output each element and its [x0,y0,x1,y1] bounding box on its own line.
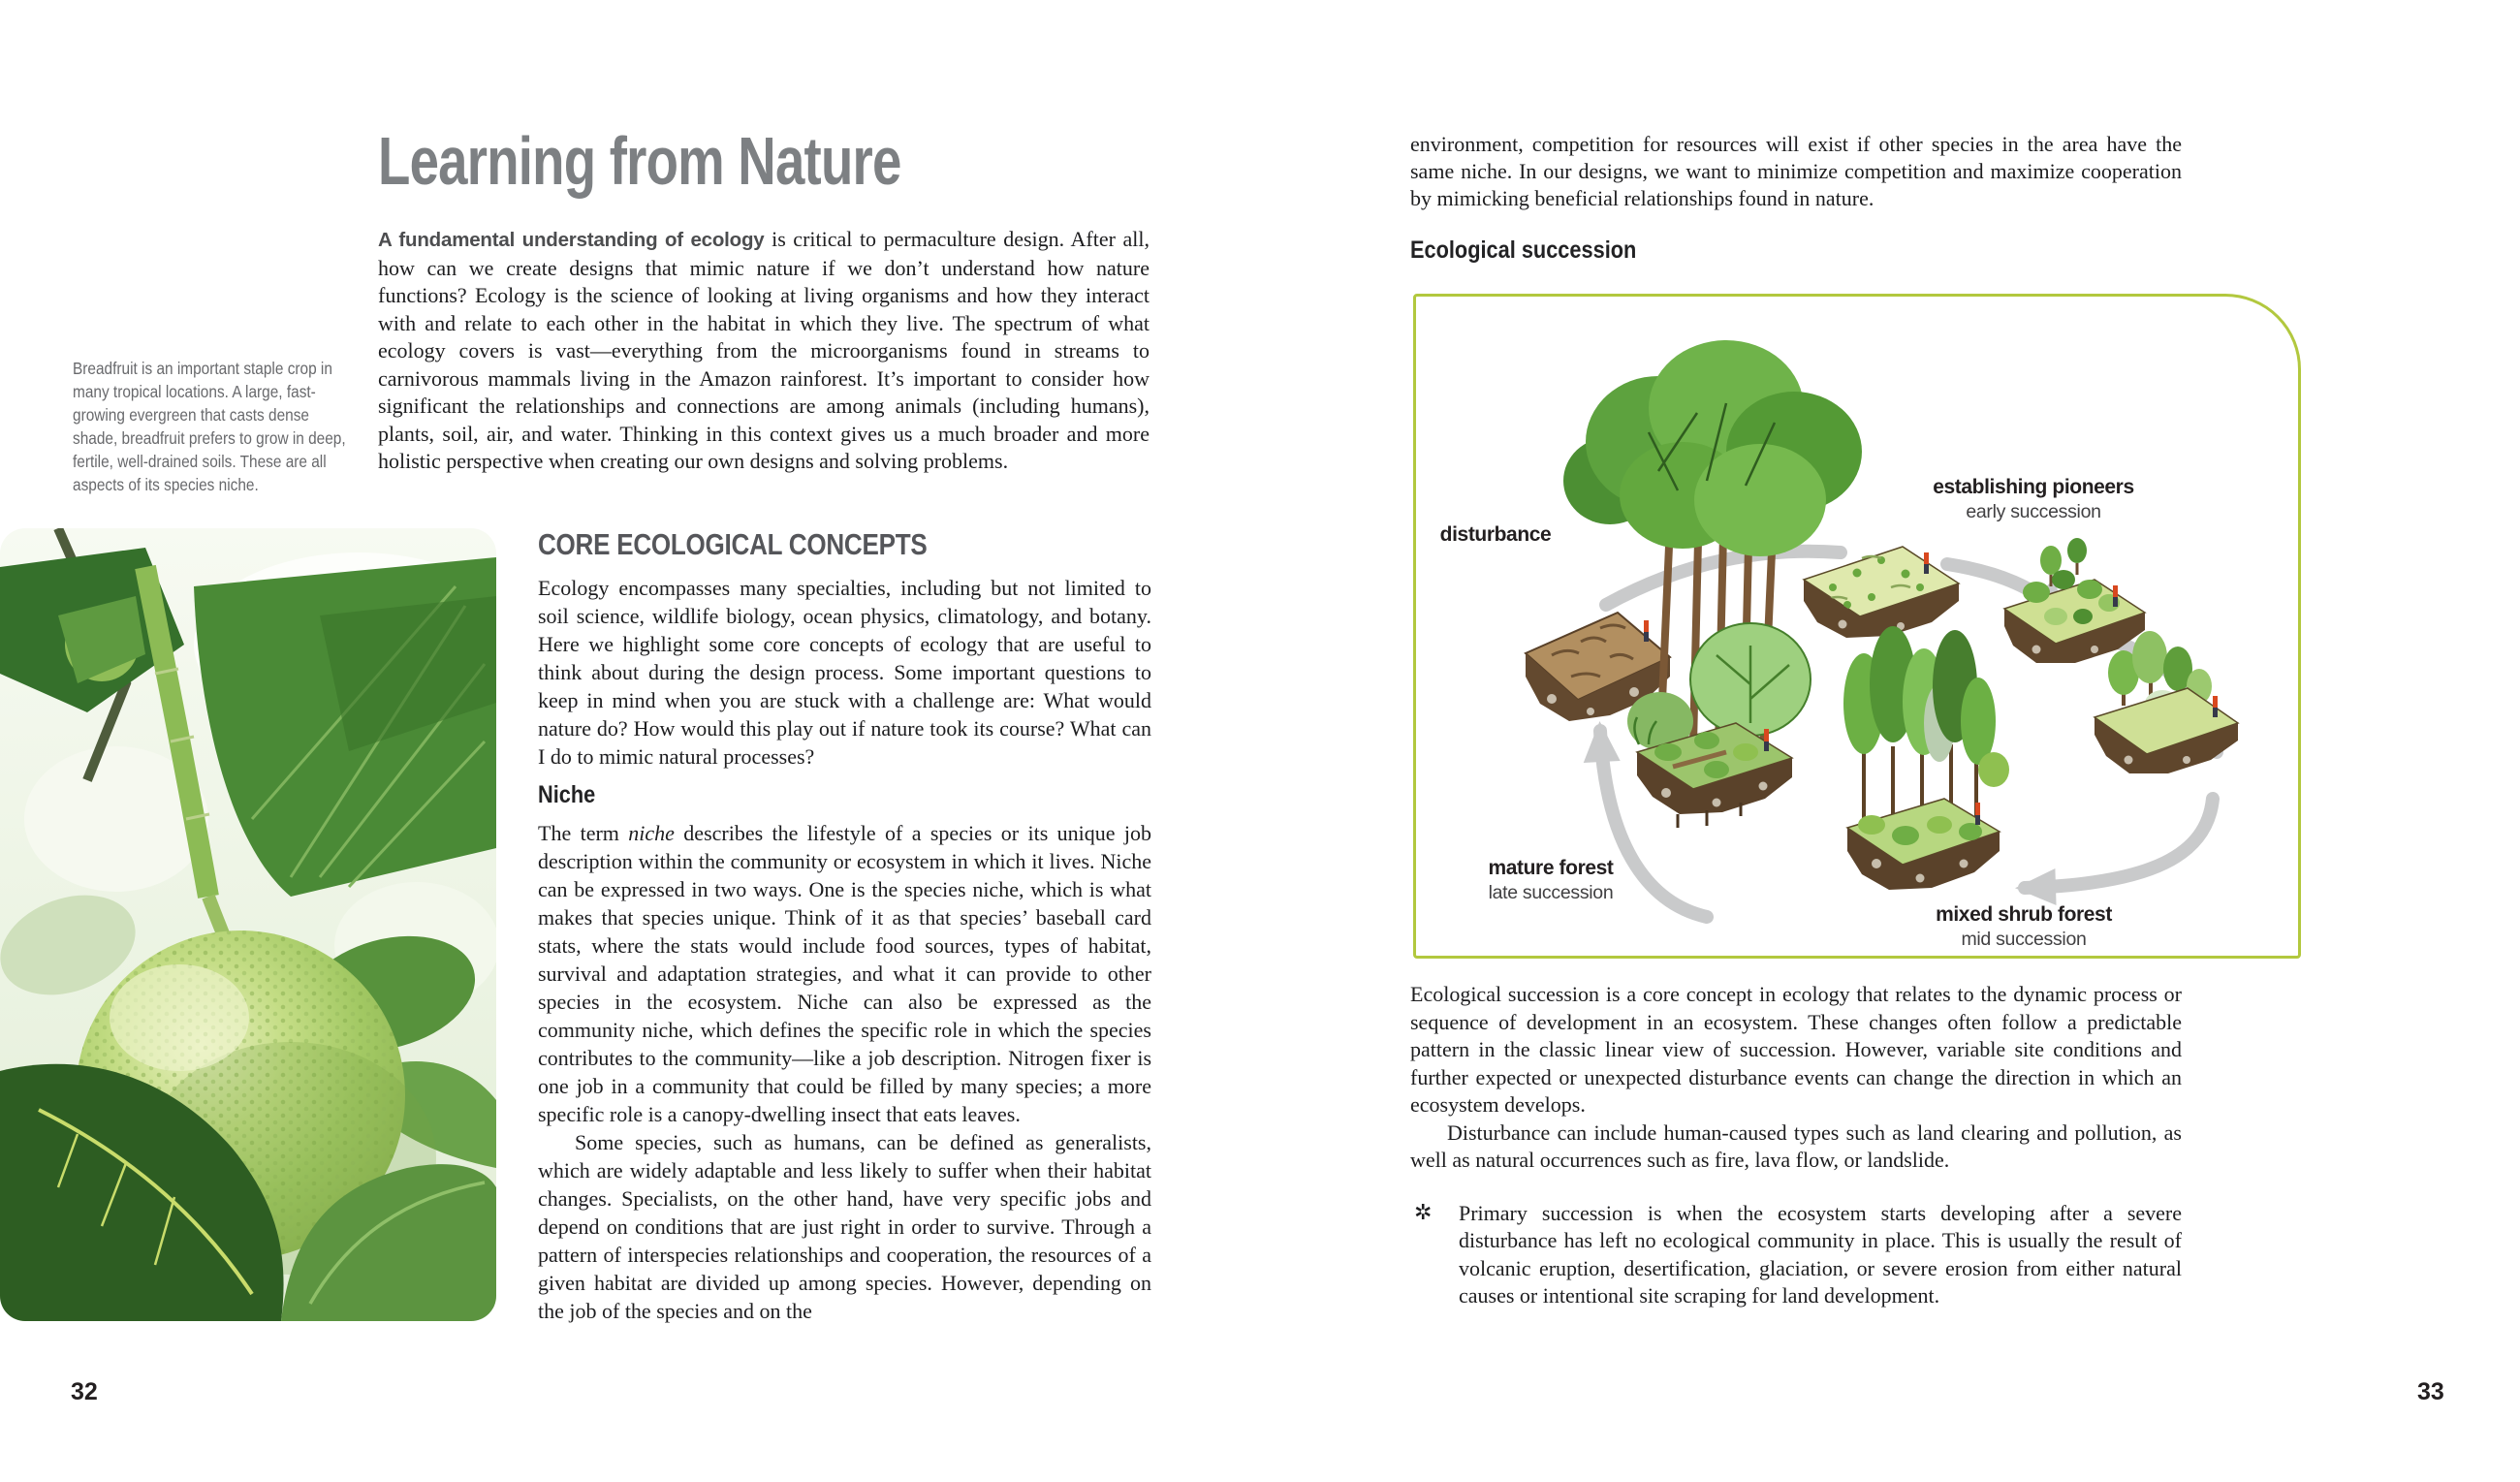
mid-succession-island [2095,631,2238,773]
survey-stake [1924,552,1929,574]
succession-paragraph-1: Ecological succession is a core concept in ecology that relates to the dynamic process or sequence of development in an ecosystem. These changes often follow a predictable pattern in the classic linear view of succession. However, variable site conditions and further expected or unexpected disturbance events can change the direction in which an ecosystem develops. [1410,982,2182,1117]
breadfruit-photo-art [0,528,496,1321]
mixed-shrub-island [1843,626,2009,890]
section-heading-core-ecological-concepts: CORE ECOLOGICAL CONCEPTS [538,527,928,561]
diagram-label-late-succession: late succession [1488,882,1614,903]
pioneer-island [1804,547,1959,638]
page-number-left: 32 [71,1378,98,1405]
survey-stake [1644,620,1649,642]
diagram-label-establishing-pioneers: establishing pioneers [1933,476,2134,498]
core-concepts-paragraph: Ecology encompasses many specialties, including but not limited to soil science, wildlife biology, ocean physics, climatology, and botany. Here we highlight some core concepts of ecology that are useful to think about during the design process. Some important questions to keep in mind when you are stuck with a challenge are: What would nature do? How would this play out if nature took its course? What can I do to mimic natural processes? [538,576,1151,769]
niche-pre-text: The term [538,821,629,845]
intro-lead-text: A fundamental understanding of ecology [378,229,765,251]
diagram-label-mid-succession: mid succession [1961,929,2087,950]
succession-diagram-art [1416,297,2298,956]
niche-paragraph-2: Some species, such as humans, can be defined as generalists, which are widely adaptable and less likely to suffer when their habitat changes. Specialists, on the other hand, have very specific jobs and depend on conditions that are just right in order to survive. Through a pattern of interspecies relationships and cooperation, the resources of a given habitat are divided up among species. However, depending on the job of the species and on the [538,1130,1151,1323]
survey-stake [1975,803,1980,825]
succession-diagram [1413,294,2301,959]
niche-term-italic: niche [628,821,675,845]
diagram-label-disturbance: disturbance [1439,523,1552,546]
primary-succession-bullet [1410,1200,2182,1310]
page-number-right: 33 [2417,1378,2444,1405]
niche-paragraph-1 [538,819,1151,1128]
niche-heading: Niche [538,781,596,808]
intro-paragraph [378,226,1150,476]
bullet-asterisk-icon: ✲ [1414,1200,1433,1225]
breadfruit-photo [0,528,496,1321]
succession-text-block [1410,981,2182,1310]
diagram-label-early-succession: early succession [1966,501,2101,522]
early-succession-island [2004,538,2145,663]
photo-caption: Breadfruit is an important staple crop in many tropical locations. A large, fast-growing evergreen that casts dense shade, breadfruit prefers to grow in deep, fertile, well-drained soils. These are all aspects of its species niche. [73,359,346,494]
survey-stake [1764,729,1769,751]
ecological-succession-heading: Ecological succession [1410,236,1637,264]
primary-succession-text: Primary succession is when the ecosystem starts developing after a severe disturbance has left no ecological community in place. This is usually the result of volcanic eruption, desertification, glaciation, or severe erosion from either natural causes or intentional site scraping for land development. [1459,1200,2182,1308]
right-top-paragraph: environment, competition for resources will exist if other species in the area have the same niche. In our designs, we want to minimize competition and maximize cooperation by mimicking beneficial relationships found in nature. [1410,132,2182,210]
niche-section [538,819,1151,1325]
page-title: Learning from Nature [378,123,901,199]
survey-stake [2113,585,2118,607]
survey-stake [2213,696,2218,717]
niche-post-text: describes the lifestyle of a species or its unique job description within the community or ecosystem in which it lives. Niche can be expressed in two ways. One is the species niche, which is what makes that species unique. Think of it as that species’ baseball card stats, where the stats would include food sources, types of habitat, survival and adaptation strategies, and what it can provide to other species in the ecosystem. Niche can also be expressed as the community niche, which defines the specific role in which the species contributes to the community—like a job description. Nitrogen fixer is one job in a community that could be filled by many species; a more specific role is a canopy-dwelling insect that eats leaves. [538,821,1151,1126]
succession-paragraph-2: Disturbance can include human-caused types such as land clearing and pollution, as well as natural occurrences such as fire, lava flow, or landslide. [1410,1119,2182,1172]
diagram-label-mature-forest: mature forest [1488,857,1614,879]
intro-rest-text: is critical to permaculture design. After all, how can we create designs that mimic nature if we don’t understand how nature functions? Ecology is the science of looking at living organisms and how they interact with and relate to each other in the habitat in which they live. The spectrum of what ecology covers is vast—everything from the microorganisms found in streams to carnivorous mammals living in the Amazon rainforest. It’s important to consider how significant the relationships and connections are among animals (including humans), plants, soil, air, and water. Thinking in this context gives us a much broader and more holistic perspective when creating our own designs and solving problems. [378,227,1150,473]
diagram-label-mixed-shrub-forest: mixed shrub forest [1936,903,2112,926]
